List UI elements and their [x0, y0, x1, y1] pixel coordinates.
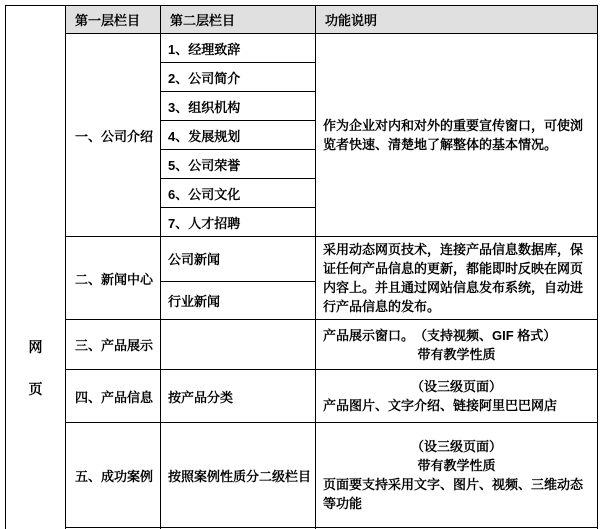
section-3-function-line-1: 产品展示窗口。 （支持视频、GIF 格式）	[323, 327, 557, 343]
section-3-function-line-2: 带有教学性质	[417, 346, 496, 362]
header-function-column: 功能说明	[316, 6, 598, 34]
section-4-function-line-1: （设三级页面）	[410, 379, 502, 394]
section-4-level2-item-1: 按产品分类	[161, 370, 316, 423]
section-1-level2-item-6: 6、公司文化	[161, 179, 316, 208]
section-2-function-cell: 采用动态网页技术，连接产品信息数据库，保证任何产品信息的更新，都能即时反映在网页内容上。并且通过网站信息发布系统，自动进行产品信息的发布。	[316, 237, 598, 320]
section-1-level2-item-4: 4、发展规划	[161, 121, 316, 150]
section-5-function-cell	[316, 423, 598, 528]
section-3-level1-cell: 三、产品展示	[66, 320, 161, 370]
page-label-char-2: 页	[28, 381, 43, 397]
section-2-level2-item-1: 公司新闻	[161, 237, 316, 282]
section-1-level2-item-3: 3、组织机构	[161, 92, 316, 121]
section-1-level2-item-5: 5、公司荣誉	[161, 150, 316, 179]
section-5-level1-cell: 五、成功案例	[66, 423, 161, 528]
section-5-function-line-1: （设三级页面）	[410, 439, 502, 454]
section-3-level2-empty-cell	[161, 320, 316, 370]
section-2-level1-cell: 二、新闻中心	[66, 237, 161, 320]
header-level2-column: 第二层栏目	[161, 6, 316, 34]
section-1-level2-item-2: 2、公司简介	[161, 63, 316, 92]
section-1-level1-cell: 一、公司介绍	[66, 34, 161, 237]
section-4-function-cell	[316, 370, 598, 423]
page-label-char-1: 网	[28, 339, 43, 355]
section-1-level2-item-1: 1、经理致辞	[161, 34, 316, 63]
header-level1-column: 第一层栏目	[66, 6, 161, 34]
page-label-cell	[6, 6, 66, 529]
site-structure-table	[5, 5, 598, 529]
section-4-level1-cell: 四、产品信息	[66, 370, 161, 423]
page-vertical-label	[6, 6, 65, 397]
section-2-level2-item-2: 行业新闻	[161, 281, 316, 319]
section-1-function-cell: 作为企业对内和对外的重要宣传窗口，可使浏览者快速、清楚地了解整体的基本情况。	[316, 34, 598, 237]
section-3-function-cell	[316, 320, 598, 370]
section-5-function-line-3: 页面要支持采用文字、图片、视频、三维动态等功能	[323, 477, 584, 511]
section-1-level2-item-7: 7、人才招聘	[161, 208, 316, 237]
section-5-function-line-2: 带有教学性质	[417, 458, 496, 473]
section-4-function-line-2: 产品图片、文字介绍、链接阿里巴巴网店	[323, 398, 558, 413]
section-5-level2-item-1: 按照案例性质分二级栏目	[161, 423, 316, 528]
